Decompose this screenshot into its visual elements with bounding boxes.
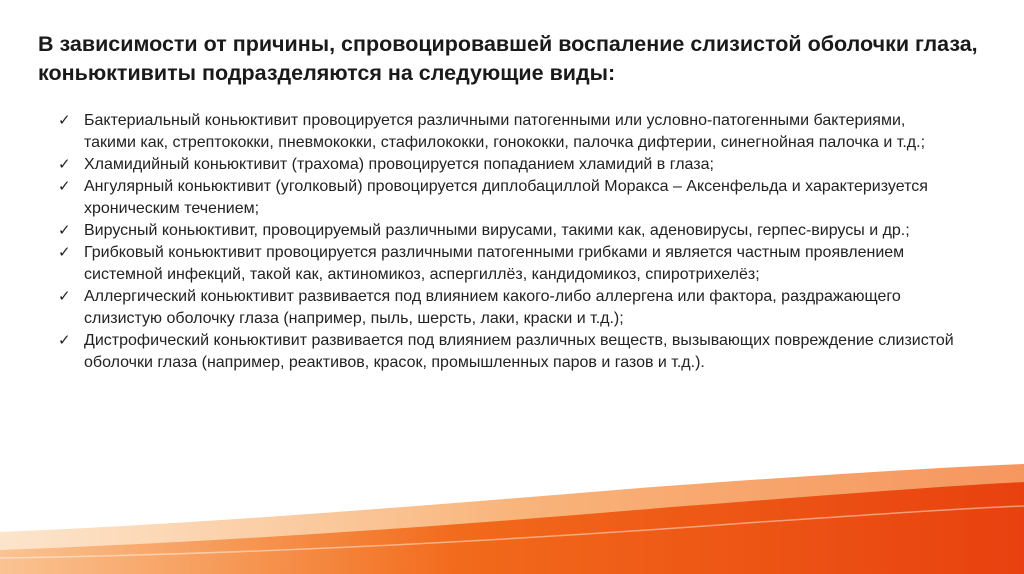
list-item	[58, 110, 958, 154]
slide-title: В зависимости от причины, спровоцировавшей воспаление слизистой оболочки глаза, коньюктивиты подразделяются на следующие виды:	[38, 32, 978, 85]
list-item	[58, 330, 958, 374]
check-icon: ✓	[58, 178, 71, 195]
list-item	[58, 286, 958, 330]
list-item-text: Вирусный коньюктивит, провоцируемый различными вирусами, такими как, аденовирусы, герпес-вирусы и др.;	[84, 222, 910, 239]
check-icon: ✓	[58, 156, 71, 173]
list-item-text: Дистрофический коньюктивит развивается под влиянием различных веществ, вызывающих повреждение слизистой оболочки глаза (например, реактивов, красок, промышленных паров и газов и т.д.).	[84, 332, 954, 371]
list-item	[58, 154, 958, 176]
list-item-text: Ангулярный коньюктивит (уголковый) провоцируется диплобациллой Моракса – Аксенфельда и характеризуется хроническим течением;	[84, 178, 928, 217]
decorative-wave	[0, 454, 1024, 574]
bullet-list	[58, 110, 958, 374]
list-item-text: Бактериальный коньюктивит провоцируется различными патогенными или условно-патогенными бактериями, такими как, стрептококки, пневмококки, стафилококки, гонококки, палочка дифтерии, синегнойная палочка и т.д.;	[84, 112, 926, 151]
check-icon: ✓	[58, 332, 71, 349]
list-item	[58, 242, 958, 286]
check-icon: ✓	[58, 112, 71, 129]
check-icon: ✓	[58, 222, 71, 239]
list-item	[58, 176, 958, 220]
check-icon: ✓	[58, 244, 71, 261]
list-item-text: Аллергический коньюктивит развивается под влиянием какого-либо аллергена или фактора, раздражающего слизистую оболочку глаза (например, пыль, шерсть, лаки, краски и т.д.);	[84, 288, 901, 327]
list-item-text: Хламидийный коньюктивит (трахома) провоцируется попаданием хламидий в глаза;	[84, 156, 714, 173]
list-item-text: Грибковый коньюктивит провоцируется различными патогенными грибками и является частным проявлением системной инфекций, такой как, актиномикоз, аспергиллёз, кандидомикоз, спиротрихелёз;	[84, 244, 905, 283]
list-item	[58, 220, 958, 242]
check-icon: ✓	[58, 288, 71, 305]
